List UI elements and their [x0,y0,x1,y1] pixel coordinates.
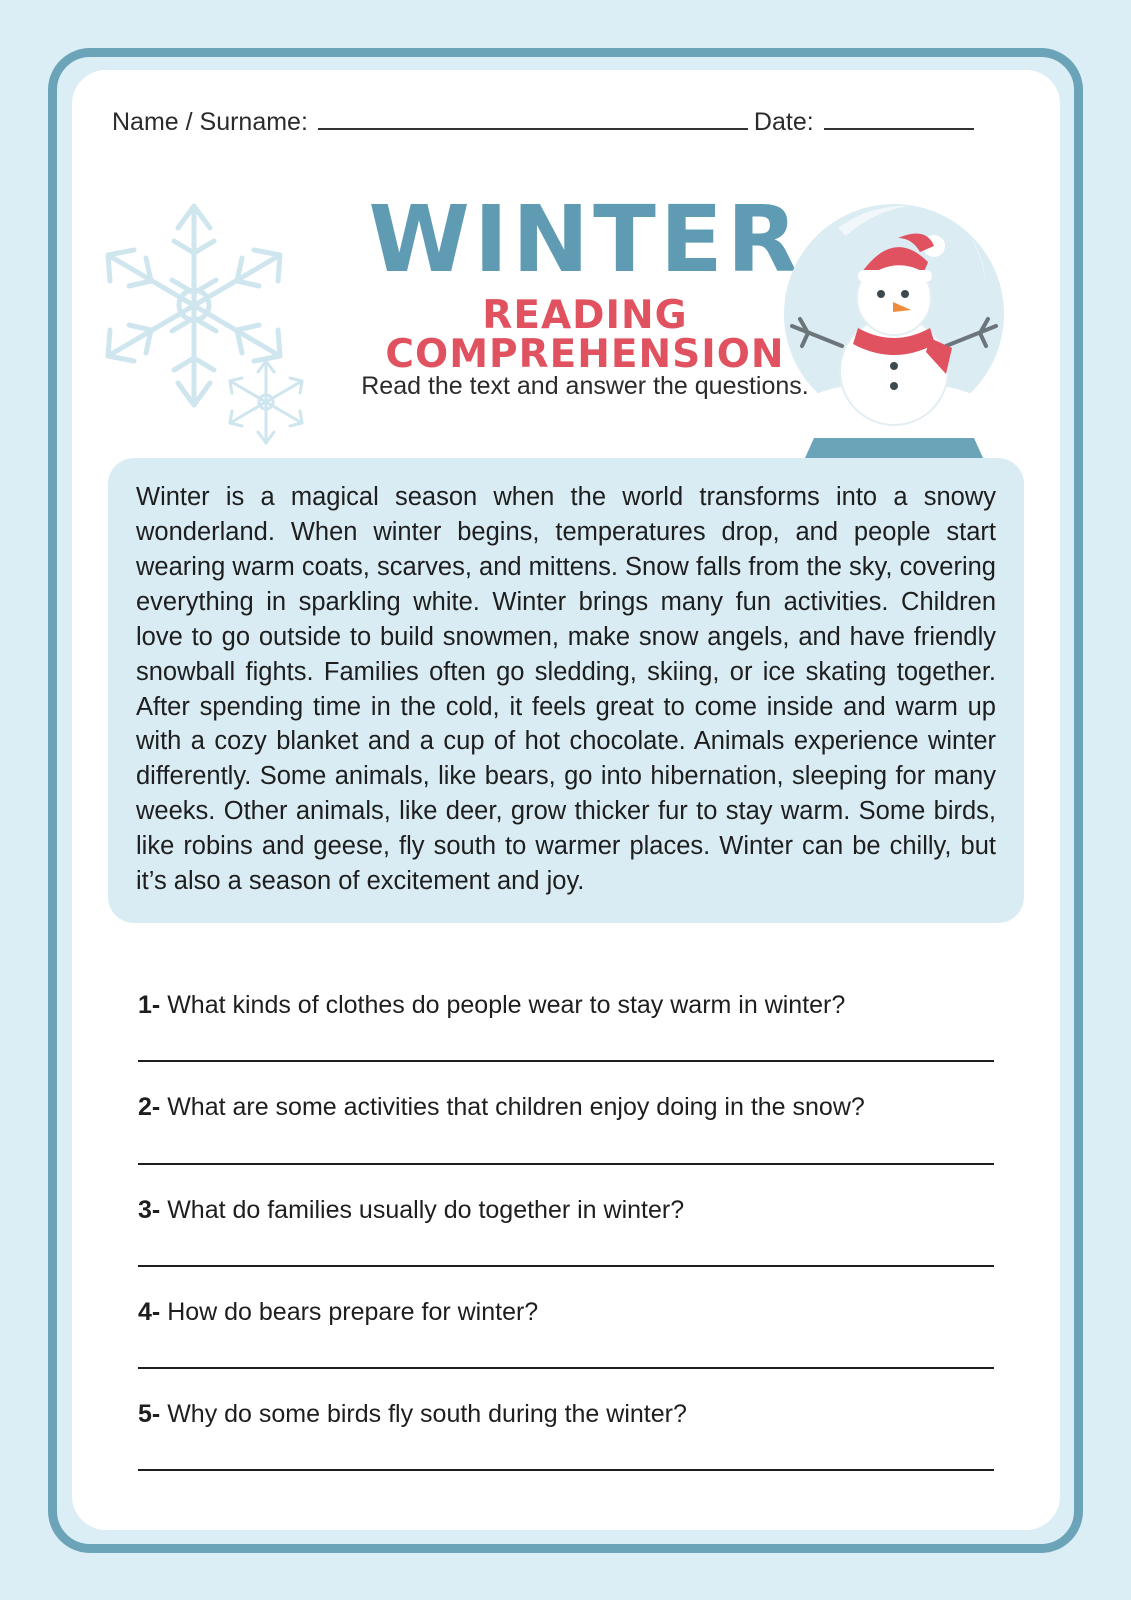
question-text [138,1195,994,1226]
answer-line[interactable] [138,1059,994,1062]
date-input-line[interactable] [824,127,974,130]
answer-line[interactable] [138,1468,994,1471]
question-text [138,1399,994,1430]
question-label: Why do some birds fly south during the winter? [167,1400,687,1428]
snow-globe-snowman-icon [778,186,1010,486]
name-label: Name / Surname: [112,108,308,136]
question-label: How do bears prepare for winter? [167,1297,539,1326]
passage-text: Winter is a magical season when the world transforms into a snowy wonderland. When winter begins, temperatures drop, and people start wearing warm coats, scarves, and mittens. Snow falls from the sky, covering everything in sparkling white. Winter brings many fun activities. Children love to go outside to build snowmen, make snow angels, and have friendly snowball fights. Families often go sledding, skiing, or ice skating together. After spending time in the cold, it feels great to come inside and warm up with a cozy blanket and a cup of hot chocolate. Animals experience winter differently. Some animals, like bears, go into hibernation, sleeping for many weeks. Other animals, like deer, grow thicker fur to stay warm. Some birds, like robins and geese, fly south to warmer places. Winter can be chilly, but it’s also a season of excitement and joy. [136,483,996,896]
answer-line[interactable] [138,1162,994,1165]
question-number: 2- [138,1093,161,1122]
answer-line[interactable] [138,1366,994,1369]
question-text [138,1297,994,1328]
question-label: What are some activities that children enjoy doing in the snow? [167,1093,865,1122]
name-date-row [112,108,1020,137]
date-label: Date: [753,108,814,136]
question-item [138,1399,994,1471]
question-number: 3- [138,1195,161,1224]
worksheet-sheet [72,70,1060,1530]
question-item [138,1195,994,1267]
worksheet-header [72,166,1060,466]
instructions-text: Read the text and answer the questions. [361,372,809,400]
page-subtitle: READING COMPREHENSION [385,293,785,377]
questions-list [138,990,994,1501]
question-number: 5- [138,1400,161,1428]
page-title: WINTER [368,186,802,293]
question-item [138,1297,994,1369]
question-number: 4- [138,1297,161,1326]
answer-line[interactable] [138,1264,994,1267]
question-label: What kinds of clothes do people wear to stay warm in winter? [167,991,846,1019]
question-item [138,990,994,1062]
question-item [138,1092,994,1164]
question-text [138,1092,994,1123]
question-text [138,990,994,1021]
name-input-line[interactable] [318,127,748,130]
question-label: What do families usually do together in winter? [167,1195,685,1224]
reading-passage [108,458,1024,923]
question-number: 1- [138,991,161,1019]
